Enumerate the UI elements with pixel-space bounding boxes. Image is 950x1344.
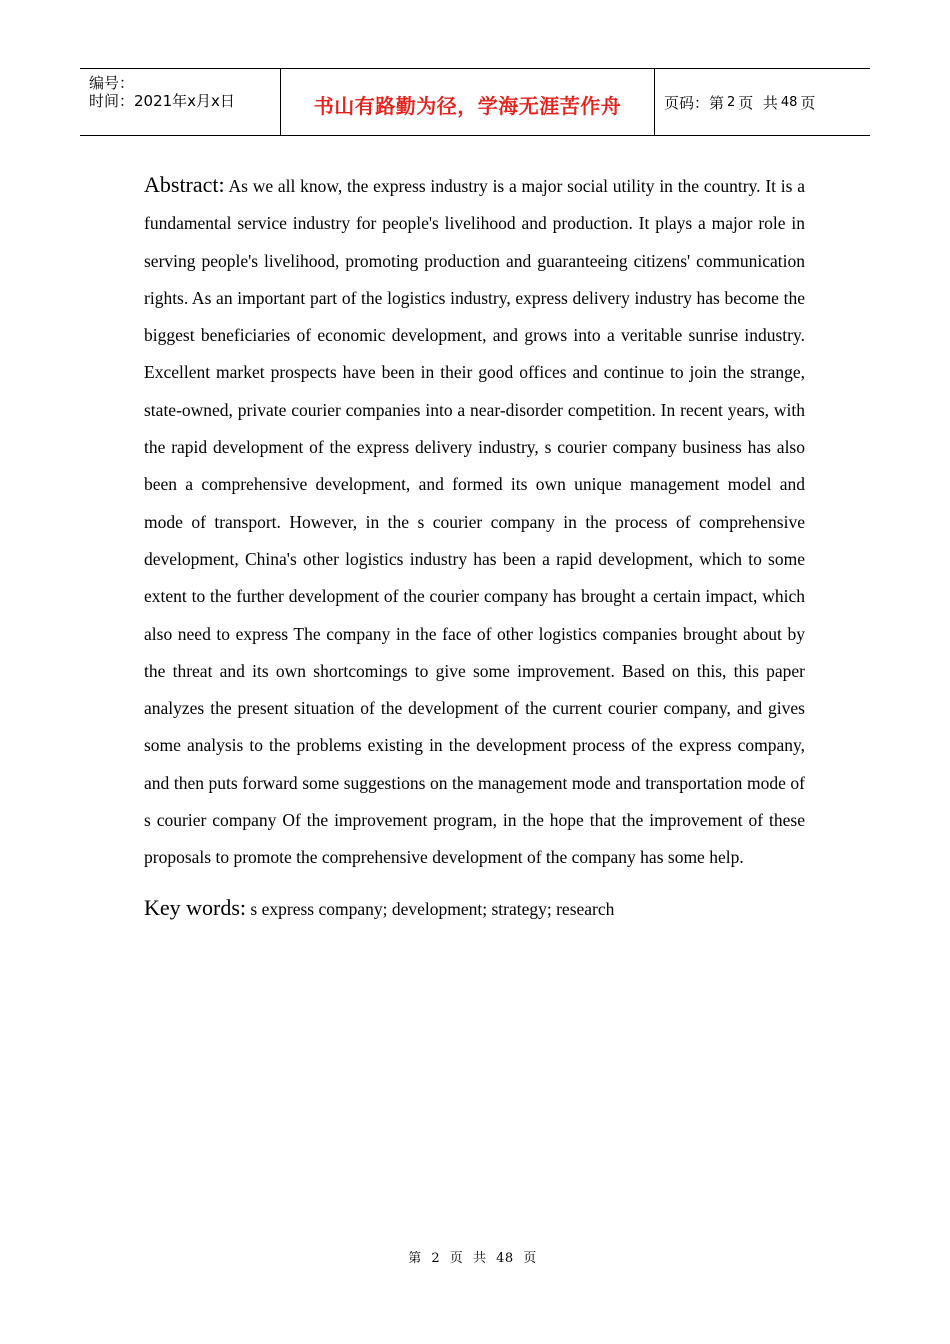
- header-meta-cell: [80, 69, 281, 135]
- header-number-label: 编号：: [89, 74, 135, 92]
- header-page-current: 2: [727, 94, 736, 110]
- abstract-label: Abstract:: [144, 172, 225, 197]
- header-page-end: 页: [800, 93, 816, 112]
- header-time-label: 时间：2021年x月x日: [89, 92, 235, 110]
- page-footer: [0, 1247, 950, 1266]
- header-motto: 书山有路勤为径，学海无涯苦作舟: [313, 93, 622, 118]
- header-page-total: 48: [780, 94, 798, 110]
- footer-mid1: 页: [449, 1251, 464, 1266]
- document-body: [144, 166, 805, 924]
- abstract-text: As we all know, the express industry is a major social utility in the country. It is a fundamental service industry for people's livelihood and production. It plays a major role in serving people's livelihood, promoting production and guaranteeing citizens' communication rights. As an important part of the logistics industry, express delivery industry has become the biggest beneficiaries of economic development, and grows into a veritable sunrise industry. Excellent market prospects have been in their good offices and continue to join the strange, state-owned, private courier companies into a near-disorder competition. In recent years, with the rapid development of the express delivery industry, s courier company business has also been a comprehensive development, and formed its own unique management model and mode of transport. However, in the s courier company in the process of comprehensive development, China's other logistics industry has been a rapid development, which to some extent to the further development of the courier company has brought a certain impact, which also need to express The company in the face of other logistics companies brought about by the threat and its own shortcomings to give some improvement. Based on this, this paper analyzes the present situation of the development of the current courier company, and gives some analysis to the problems existing in the development process of the express company, and then puts forward some suggestions on the management mode and transportation mode of s courier company Of the improvement program, in the hope that the improvement of these proposals to promote the comprehensive development of the company has some help.: [144, 176, 805, 868]
- footer-suffix: 页: [523, 1251, 537, 1266]
- footer-prefix: 第: [408, 1251, 422, 1266]
- header-page-cell: [655, 69, 870, 135]
- keywords-line: [144, 893, 805, 924]
- page-header: [80, 68, 870, 136]
- footer-current: 2: [431, 1251, 441, 1266]
- header-motto-cell: [281, 69, 655, 135]
- keywords-text: s express company; development; strategy; research: [250, 898, 615, 919]
- keywords-label: Key words:: [144, 894, 247, 920]
- footer-mid2: 共: [472, 1251, 487, 1266]
- header-page-mid: 页 共: [738, 93, 778, 112]
- header-page-label: 页码：第: [664, 93, 725, 112]
- footer-total: 48: [496, 1251, 514, 1266]
- abstract-paragraph: [144, 166, 805, 877]
